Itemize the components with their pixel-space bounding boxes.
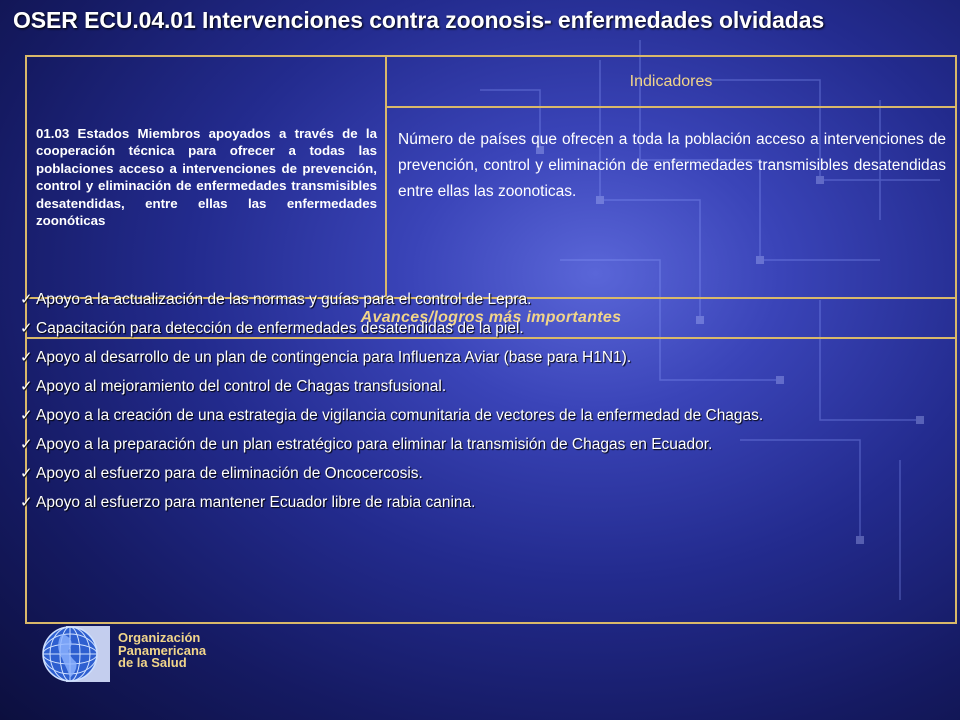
checkmark-icon: ✓ [20, 407, 33, 424]
list-item [22, 464, 924, 484]
list-item [22, 348, 924, 368]
list-item [22, 493, 924, 513]
list-item-text: Apoyo a la creación de una estrategia de vigilancia comunitaria de vectores de la enfermedad de Chagas. [36, 407, 764, 424]
list-item [22, 435, 924, 455]
org-line: Organización [118, 630, 201, 645]
indicators-header: Indicadores [387, 57, 955, 108]
list-item-text: Apoyo al mejoramiento del control de Chagas transfusional. [36, 378, 447, 395]
advances-header: Avances/logros más importantes [27, 297, 955, 339]
list-item [22, 319, 924, 339]
objective-cell [27, 57, 387, 297]
org-line: de la Salud [118, 655, 187, 670]
org-line: Panamericana [118, 642, 207, 658]
advances-list [22, 290, 924, 522]
checkmark-icon: ✓ [20, 378, 33, 395]
list-item [22, 377, 924, 397]
list-item-text: Apoyo al esfuerzo para mantener Ecuador libre de rabia canina. [36, 494, 476, 511]
objective-text: 01.03 Estados Miembros apoyados a través de la cooperación técnica para ofrecer a todas las poblaciones acceso a intervenciones de prevención, control y eliminación de enfermedades transmisibles desatendidas, entre ellas las enfermedades zoonóticas [36, 125, 377, 228]
list-item [22, 406, 924, 426]
list-item-text: Apoyo al esfuerzo para de eliminación de Oncocercosis. [36, 465, 423, 482]
checkmark-icon: ✓ [20, 320, 33, 337]
checkmark-icon: ✓ [20, 436, 33, 453]
checkmark-icon: ✓ [20, 291, 33, 308]
list-item-text: Capacitación para detección de enfermedades desatendidas de la piel. [36, 320, 524, 337]
paho-globe-logo [40, 624, 112, 684]
checkmark-icon: ✓ [20, 349, 33, 366]
list-item-text: Apoyo a la actualización de las normas y guías para el control de Lepra. [36, 291, 532, 308]
list-item [22, 290, 924, 310]
list-item-text: Apoyo a la preparación de un plan estratégico para eliminar la transmisión de Chagas en Ecuador. [36, 436, 713, 453]
checkmark-icon: ✓ [20, 465, 33, 482]
slide-title: OSER ECU.04.01 Intervenciones contra zoonosis- enfermedades olvidadas [13, 7, 825, 33]
list-item-text: Apoyo al desarrollo de un plan de contingencia para Influenza Aviar (base para H1N1). [36, 349, 632, 366]
indicator-text: Número de países que ofrecen a toda la población acceso a intervenciones de prevención, control y eliminación de enfermedades transmisibles desatendidas entre ellas las zoonoticas. [398, 131, 946, 200]
organization-name [118, 632, 206, 670]
checkmark-icon: ✓ [20, 494, 33, 511]
